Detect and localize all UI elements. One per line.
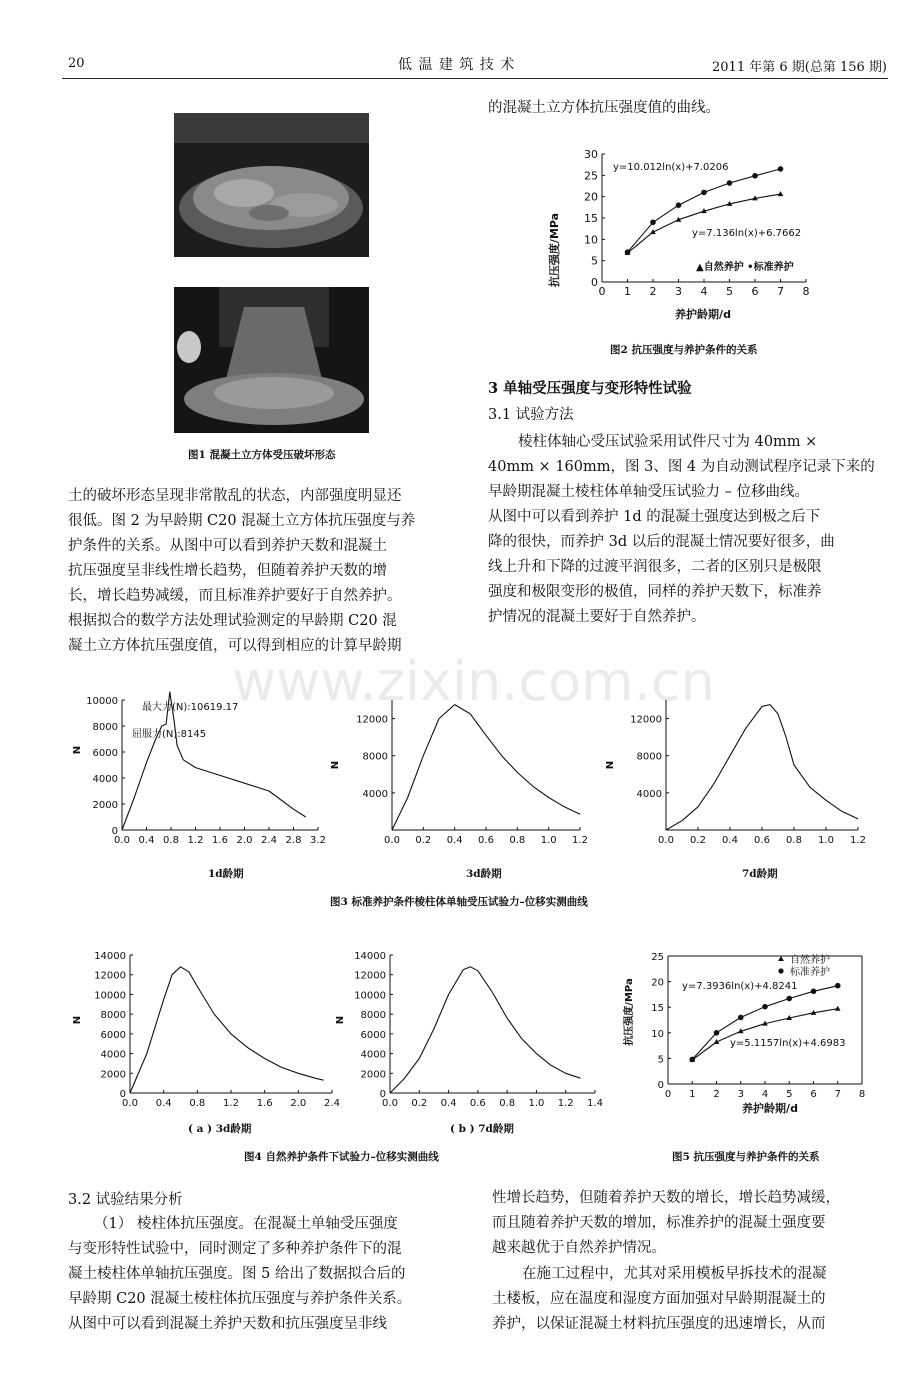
x-tick-label: 2.0 xyxy=(290,1098,307,1109)
x-tick-label: 0.8 xyxy=(499,1098,516,1109)
text-line: 养护，以保证混凝土材料抗压强度的迅速增长，从而 xyxy=(492,1316,826,1332)
legend-marker-triangle xyxy=(778,956,784,961)
x-tick-label: 6 xyxy=(751,285,759,298)
watermark: www.zixin.com.cn xyxy=(232,650,715,713)
x-tick-label: 0.8 xyxy=(163,835,179,846)
x-tick-label: 2 xyxy=(713,1089,720,1100)
section-3-1-title: 3.1 试验方法 xyxy=(488,407,574,423)
text-line: 越来越优于自然养护情况。 xyxy=(492,1240,666,1256)
x-tick-label: 0.6 xyxy=(478,835,494,846)
fig5-chart xyxy=(610,942,880,1120)
text-line: 与变形特性试验中，同时测定了多种养护条件下的混 xyxy=(68,1241,402,1257)
y-tick-label: 20 xyxy=(584,190,598,204)
text-line: 土的破坏形态呈现非常散乱的状态，内部强度明显还 xyxy=(68,488,402,504)
x-tick-label: 0.4 xyxy=(440,1098,457,1109)
x-tick-label: 8 xyxy=(858,1089,866,1100)
y-tick-label: 8000 xyxy=(362,751,388,763)
series-line xyxy=(628,194,781,253)
x-tick-label: 0.6 xyxy=(754,835,770,846)
y-tick-label: 6000 xyxy=(92,748,118,759)
section-3-2-title: 3.2 试验结果分析 xyxy=(68,1192,183,1208)
y-tick-label: 10000 xyxy=(354,990,386,1002)
y-tick-label: 14000 xyxy=(354,951,386,962)
x-tick-label: 0.8 xyxy=(509,835,526,846)
text-line: 性增长趋势，但随着养护天数的增长，增长趋势减缓， xyxy=(492,1190,840,1206)
series-line xyxy=(130,967,324,1093)
text-line: 早龄期混凝土棱柱体单轴受压试验力 – 位移曲线。 xyxy=(488,484,809,500)
left-paragraph xyxy=(68,484,460,659)
fig4a-chart xyxy=(70,935,345,1115)
text-line: 棱柱体轴心受压试验采用试件尺寸为 40mm × xyxy=(518,434,818,450)
x-tick-label: 1 xyxy=(624,285,631,298)
text-line: 很低。图 2 为早龄期 C20 混凝土立方体抗压强度与养 xyxy=(68,513,416,529)
text-line: 护情况的混凝土要好于自然养护。 xyxy=(488,609,706,625)
x-tick-label: 0.4 xyxy=(155,1098,172,1109)
fig4-caption: 图4 自然养护条件下试验力–位移实测曲线 xyxy=(244,1151,439,1163)
fig5-eq-nat: y=5.1157ln(x)+4.6983 xyxy=(730,1038,846,1049)
y-tick-label: 2000 xyxy=(100,1069,126,1081)
data-point xyxy=(701,190,707,196)
data-point xyxy=(778,166,784,172)
x-tick-label: 4 xyxy=(761,1089,769,1100)
y-tick-label: 20 xyxy=(651,977,664,989)
y-tick-label: 0 xyxy=(591,276,598,289)
y-tick-label: 8000 xyxy=(92,722,118,733)
fig3-annotation-max: 最大力(N):10619.17 xyxy=(142,702,239,713)
x-tick-label: 0 xyxy=(664,1089,672,1100)
fig2-xlabel: 养护龄期/d xyxy=(675,308,731,321)
y-tick-label: 8000 xyxy=(360,1010,386,1022)
y-tick-label: 12000 xyxy=(630,714,662,726)
y-tick-label: 15 xyxy=(584,212,598,225)
x-tick-label: 3 xyxy=(737,1089,744,1100)
x-tick-label: 1.0 xyxy=(528,1098,545,1109)
right-intro-line: 的混凝土立方体抗压强度值的曲线。 xyxy=(488,100,720,116)
data-point xyxy=(786,996,792,1002)
y-tick-label: 4000 xyxy=(100,1049,126,1061)
data-point xyxy=(738,1015,744,1021)
x-tick-label: 2.0 xyxy=(236,835,253,846)
x-tick-label: 0.0 xyxy=(384,835,400,846)
fig3-caption: 图3 标准养护条件棱柱体单轴受压试验力–位移实测曲线 xyxy=(330,896,588,908)
section-3-2-left-paragraph xyxy=(68,1212,464,1337)
data-point xyxy=(676,202,682,208)
fig2-eq-std: y=10.012ln(x)+7.0206 xyxy=(613,162,729,173)
text-line: 从图中可以看到混凝土养护天数和抗压强度呈非线 xyxy=(68,1316,387,1332)
x-tick-label: 0.2 xyxy=(415,835,432,846)
fig5-eq-std: y=7.3936ln(x)+4.8241 xyxy=(682,981,798,992)
y-tick-label: 2000 xyxy=(92,800,118,811)
series-line xyxy=(390,967,580,1093)
series-line xyxy=(666,705,858,830)
x-tick-label: 1.6 xyxy=(212,835,228,846)
y-tick-label: 10 xyxy=(651,1028,664,1040)
y-tick-label: 25 xyxy=(584,169,598,183)
fig5-legend-std: 标准养护 xyxy=(790,967,830,978)
text-line: 根据拟合的数学方法处理试验测定的早龄期 C20 混 xyxy=(68,613,397,629)
y-tick-label: 12000 xyxy=(356,714,388,726)
section-3-1-paragraph xyxy=(488,430,884,630)
text-line: （1） 棱柱体抗压强度。在混凝土单轴受压强度 xyxy=(94,1216,398,1232)
x-tick-label: 0.0 xyxy=(658,835,674,846)
data-point xyxy=(650,219,656,225)
x-tick-label: 0.8 xyxy=(786,835,802,846)
text-line: 土楼板，应在温度和湿度方面加强对早龄期混凝土的 xyxy=(492,1291,826,1307)
x-tick-label: 1.2 xyxy=(223,1098,239,1109)
y-tick-label: 0 xyxy=(119,1089,126,1100)
y-tick-label: 4000 xyxy=(360,1049,386,1061)
fig1-photo-top xyxy=(174,113,369,257)
fig3-axis-label: N xyxy=(605,760,616,770)
fig4-axis-label: N xyxy=(335,1015,346,1025)
x-tick-label: 5 xyxy=(786,1089,793,1100)
y-tick-label: 25 xyxy=(651,952,664,963)
x-tick-label: 0.4 xyxy=(722,835,738,846)
x-tick-label: 7 xyxy=(834,1089,841,1100)
fig3-7d-chart xyxy=(600,690,870,855)
text-line: 降的很快，而养护 3d 以后的混凝土情况要好很多，曲 xyxy=(488,534,835,550)
page-number: 20 xyxy=(68,56,85,71)
y-tick-label: 4000 xyxy=(92,774,118,785)
x-tick-label: 3 xyxy=(675,285,682,298)
x-tick-label: 1.6 xyxy=(256,1098,273,1109)
x-tick-label: 1.2 xyxy=(187,835,204,846)
text-line: 而且随着养护天数的增加，标准养护的混凝土强度要 xyxy=(492,1215,826,1231)
fig3-axis-label: N xyxy=(72,745,83,755)
fig2-ylabel: 抗压强度/MPa xyxy=(548,212,561,288)
fig2-legend: ▲自然养护 •标准养护 xyxy=(696,262,794,273)
text-line: 早龄期 C20 混凝土棱柱体抗压强度与养护条件关系。 xyxy=(68,1291,412,1307)
y-tick-label: 0 xyxy=(111,826,118,837)
fig4b-chart xyxy=(330,935,605,1115)
text-line: 线上升和下降的过渡平润很多，二者的区别只是极限 xyxy=(488,559,822,575)
x-tick-label: 4 xyxy=(700,285,708,298)
x-tick-label: 1.2 xyxy=(850,835,866,846)
x-tick-label: 1.2 xyxy=(572,835,588,846)
text-line: 抗压强度呈非线性增长趋势，但随着养护天数的增 xyxy=(68,563,387,579)
y-tick-label: 2000 xyxy=(360,1069,386,1081)
x-tick-label: 0.2 xyxy=(411,1098,428,1109)
data-point xyxy=(778,191,784,196)
y-tick-label: 10000 xyxy=(94,990,126,1002)
data-point xyxy=(811,989,817,995)
x-tick-label: 1.0 xyxy=(540,835,557,846)
x-tick-label: 2.8 xyxy=(285,835,302,846)
x-tick-label: 0.0 xyxy=(382,1098,398,1109)
y-tick-label: 12000 xyxy=(94,970,126,982)
data-point xyxy=(835,1006,841,1011)
y-tick-label: 6000 xyxy=(360,1029,386,1041)
y-tick-label: 6000 xyxy=(100,1029,126,1041)
fig2-caption: 图2 抗压强度与养护条件的关系 xyxy=(610,344,758,356)
section-3-2-right-paragraph-b xyxy=(492,1262,888,1337)
text-line: 护条件的关系。从图中可以看到养护天数和混凝土 xyxy=(68,538,387,554)
fig4-sub-a: ( a ) 3d龄期 xyxy=(188,1123,252,1135)
x-tick-label: 1.0 xyxy=(818,835,834,846)
data-point xyxy=(835,983,841,989)
x-tick-label: 0.4 xyxy=(446,835,463,846)
text-line: 在施工过程中，尤其对采用模板早拆技术的混凝 xyxy=(522,1266,827,1282)
x-tick-label: 0 xyxy=(598,285,606,298)
journal-title: 低 温 建 筑 技 术 xyxy=(398,57,516,73)
x-tick-label: 2.4 xyxy=(324,1098,340,1109)
text-line: 凝土立方体抗压强度值，可以得到相应的计算早龄期 xyxy=(68,638,402,654)
issue-info: 2011 年第 6 期(总第 156 期) xyxy=(712,60,887,75)
data-point xyxy=(727,180,733,186)
text-line: 凝土棱柱体单轴抗压强度。图 5 给出了数据拟合后的 xyxy=(68,1266,406,1282)
y-tick-label: 15 xyxy=(651,1003,664,1015)
fig1-caption: 图1 混凝土立方体受压破坏形态 xyxy=(188,449,336,461)
fig2-chart xyxy=(540,140,840,330)
data-point xyxy=(762,1004,768,1010)
x-tick-label: 5 xyxy=(726,285,733,298)
section-3-2-right-paragraph-a xyxy=(492,1186,888,1261)
fig3-1d-chart xyxy=(70,690,335,855)
x-tick-label: 0.0 xyxy=(122,1098,138,1109)
fig4-axis-label: N xyxy=(72,1015,83,1025)
y-tick-label: 5 xyxy=(591,254,598,268)
y-tick-label: 4000 xyxy=(636,788,662,800)
y-tick-label: 0 xyxy=(379,1089,386,1100)
y-tick-label: 8000 xyxy=(636,751,662,763)
text-line: 强度和极限变形的极值，同样的养护天数下，标准养 xyxy=(488,584,822,600)
x-tick-label: 1.2 xyxy=(557,1098,574,1109)
series-line xyxy=(692,1009,838,1060)
fig3-sub-1d: 1d龄期 xyxy=(208,868,244,880)
header-rule xyxy=(62,78,888,79)
fig5-caption: 图5 抗压强度与养护条件的关系 xyxy=(672,1151,820,1163)
section-3-title: 3 单轴受压强度与变形特性试验 xyxy=(488,380,692,397)
x-tick-label: 0.6 xyxy=(469,1098,486,1109)
x-tick-label: 2.4 xyxy=(261,835,277,846)
x-tick-label: 0.2 xyxy=(690,835,706,846)
x-tick-label: 8 xyxy=(802,285,810,298)
fig5-legend-nat: 自然养护 xyxy=(790,955,830,966)
fig4-sub-b: ( b ) 7d龄期 xyxy=(450,1123,514,1135)
fig3-axis-label: N xyxy=(330,760,341,770)
fig1-photo-bottom xyxy=(174,287,369,433)
x-tick-label: 0.4 xyxy=(138,835,155,846)
y-tick-label: 0 xyxy=(657,1080,664,1091)
text-line: 40mm × 160mm，图 3、图 4 为自动测试程序记录下来的 xyxy=(488,459,875,475)
fig5-xlabel: 养护龄期/d xyxy=(742,1102,798,1115)
text-line: 长，增长趋势减缓，而且标准养护要好于自然养护。 xyxy=(68,588,402,604)
fig2-eq-nat: y=7.136ln(x)+6.7662 xyxy=(692,228,802,239)
y-tick-label: 14000 xyxy=(94,951,126,962)
series-line xyxy=(392,705,580,830)
data-point xyxy=(752,173,758,179)
fig3-annotation-yield: 屈服力(N):8145 xyxy=(132,729,207,740)
y-tick-label: 10 xyxy=(584,233,598,247)
y-tick-label: 30 xyxy=(584,148,598,161)
y-tick-label: 10000 xyxy=(86,696,118,707)
fig3-sub-7d: 7d龄期 xyxy=(742,868,778,880)
x-tick-label: 0.8 xyxy=(189,1098,206,1109)
x-tick-label: 6 xyxy=(810,1089,817,1100)
fig5-ylabel: 抗压强度/MPa xyxy=(624,978,635,1046)
y-tick-label: 12000 xyxy=(354,970,386,982)
legend-marker-circle xyxy=(778,968,783,973)
x-tick-label: 0.0 xyxy=(114,835,130,846)
fig3-3d-chart xyxy=(325,690,590,855)
x-tick-label: 7 xyxy=(777,285,784,298)
data-point xyxy=(714,1030,720,1036)
x-tick-label: 2 xyxy=(649,285,657,298)
y-tick-label: 8000 xyxy=(100,1010,126,1022)
y-tick-label: 4000 xyxy=(362,788,388,800)
fig3-sub-3d: 3d龄期 xyxy=(466,868,502,880)
y-tick-label: 5 xyxy=(657,1054,664,1066)
x-tick-label: 3.2 xyxy=(310,835,326,846)
x-tick-label: 1.4 xyxy=(587,1098,603,1109)
text-line: 从图中可以看到养护 1d 的混凝土强度达到极之后下 xyxy=(488,509,821,525)
x-tick-label: 1 xyxy=(689,1089,696,1100)
